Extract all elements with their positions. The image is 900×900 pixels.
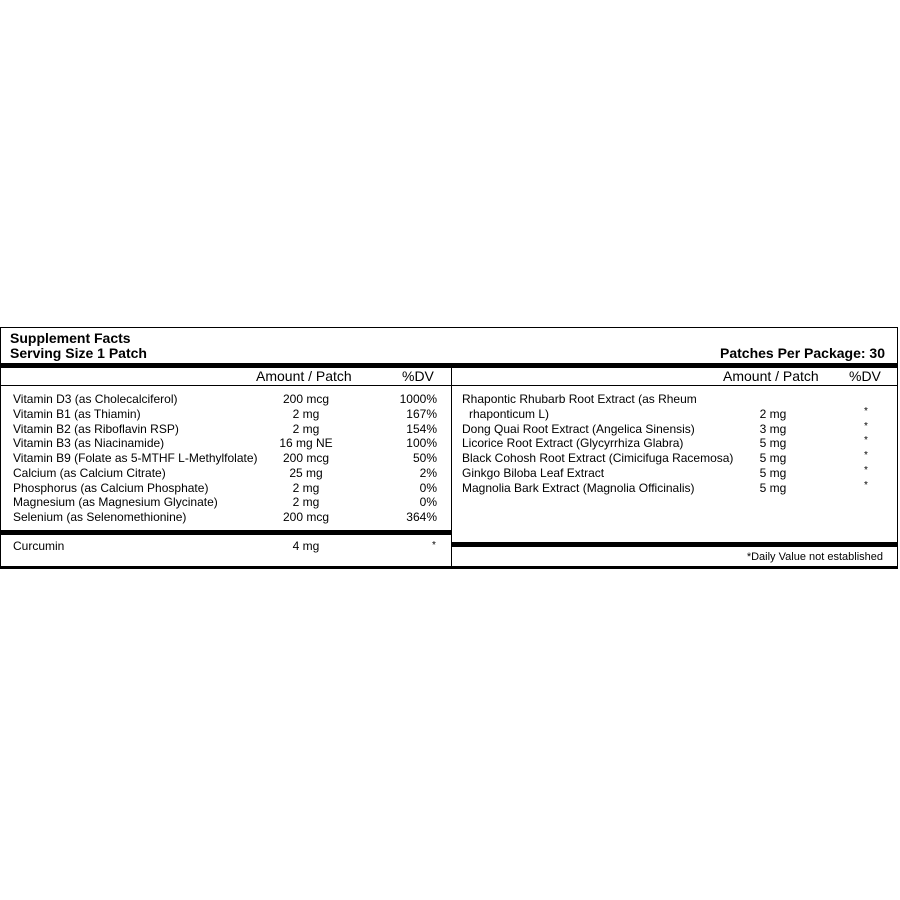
ingredient-amount: 2 mg [292, 480, 320, 495]
ingredient-name: Rhapontic Rhubarb Root Extract (as Rheum [462, 392, 697, 406]
ingredient-name-continued: rhaponticum L) [469, 406, 550, 421]
ingredient-dv: * [864, 450, 868, 461]
ingredient-dv: * [864, 405, 868, 417]
serving-size: Serving Size 1 Patch [10, 345, 147, 361]
ingredient-amount: 16 mg NE [279, 436, 333, 451]
dv-footnote: *Daily Value not established [746, 551, 883, 563]
ingredient-amount: 200 mcg [282, 510, 330, 524]
ingredient-dv: 2% [419, 465, 437, 480]
ingredient-name: Selenium (as Selenomethionine) [13, 510, 187, 524]
ingredient-name: Vitamin B3 (as Niacinamide) [13, 436, 165, 451]
right-section-divider [452, 542, 897, 547]
ingredient-name: Vitamin B1 (as Thiamin) [13, 406, 141, 421]
ingredient-dv: 100% [406, 436, 437, 451]
ingredient-name: Curcumin [13, 539, 65, 553]
ingredient-dv: * [864, 464, 868, 476]
ingredient-amount: 25 mg [289, 465, 323, 480]
column-divider [451, 368, 452, 566]
ingredient-name: Vitamin B9 (Folate as 5-MTHF L-Methylfolate) [13, 451, 258, 465]
left-section-divider [1, 530, 451, 535]
ingredient-amount: 2 mg [292, 406, 320, 421]
left-amount-header: Amount / Patch [256, 368, 352, 384]
ingredient-dv: * [432, 540, 436, 551]
ingredient-amount: 3 mg [759, 421, 787, 436]
ingredient-dv: * [864, 420, 868, 432]
ingredient-amount: 2 mg [292, 495, 320, 510]
ingredient-dv: 1000% [399, 392, 437, 406]
left-dv-header: %DV [402, 368, 434, 384]
ingredient-dv: * [864, 479, 868, 491]
ingredient-dv: 0% [419, 495, 437, 510]
right-dv-header: %DV [849, 368, 881, 384]
ingredient-dv: 0% [419, 480, 437, 495]
supplement-facts-panel [0, 327, 898, 569]
ingredient-amount: 5 mg [759, 465, 787, 480]
ingredient-dv: 50% [412, 451, 437, 465]
panel-title: Supplement Facts [10, 330, 131, 346]
patches-per-package: Patches Per Package: 30 [720, 345, 885, 361]
ingredient-name: Calcium (as Calcium Citrate) [13, 465, 166, 480]
ingredient-name: Phosphorus (as Calcium Phosphate) [13, 480, 209, 495]
left-header-rule [1, 385, 451, 386]
right-amount-header: Amount / Patch [723, 368, 819, 384]
ingredient-dv: * [864, 435, 868, 447]
ingredient-amount: 2 mg [759, 406, 787, 421]
ingredient-name: Vitamin D3 (as Cholecalciferol) [13, 392, 178, 406]
ingredient-dv: 167% [406, 406, 437, 421]
ingredient-amount: 4 mg [292, 539, 320, 553]
ingredient-amount: 5 mg [759, 480, 787, 495]
ingredient-amount: 200 mcg [282, 392, 330, 406]
ingredient-name: Ginkgo Biloba Leaf Extract [462, 465, 605, 480]
ingredient-amount: 200 mcg [282, 451, 330, 465]
ingredient-amount: 5 mg [759, 451, 787, 465]
ingredient-name: Black Cohosh Root Extract (Cimicifuga Racemosa) [462, 451, 734, 465]
ingredient-name: Magnesium (as Magnesium Glycinate) [13, 495, 218, 510]
right-header-rule [452, 385, 897, 386]
ingredient-name: Licorice Root Extract (Glycyrrhiza Glabra) [462, 436, 684, 451]
ingredient-amount: 5 mg [759, 436, 787, 451]
ingredient-name: Dong Quai Root Extract (Angelica Sinensis) [462, 421, 695, 436]
ingredient-dv: 154% [406, 421, 437, 436]
ingredient-dv: 364% [406, 510, 437, 524]
ingredient-name: Magnolia Bark Extract (Magnolia Officinalis) [462, 480, 695, 495]
ingredient-amount: 2 mg [292, 421, 320, 436]
ingredient-name: Vitamin B2 (as Riboflavin RSP) [13, 421, 179, 436]
